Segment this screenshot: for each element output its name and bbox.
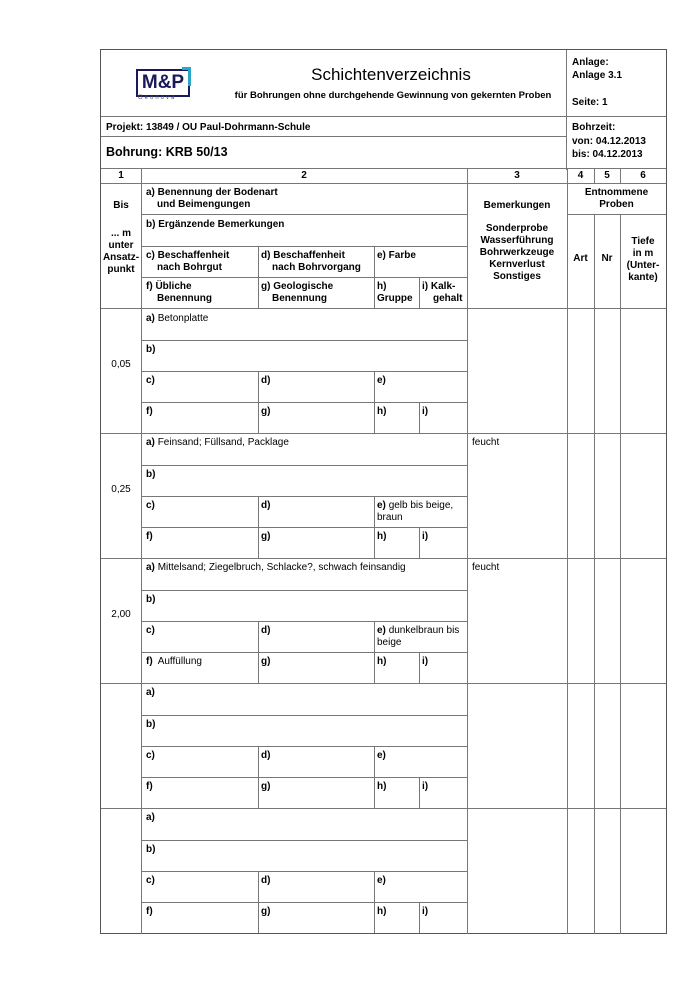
legend-c2: nach Bohrgut [157, 262, 222, 273]
layer-row-f: f) [146, 906, 153, 917]
layer-row-i: i) [422, 656, 429, 667]
layer-row-h: h) [377, 906, 387, 917]
layer-row-h: h) [377, 656, 387, 667]
legend-i2: gehalt [433, 293, 463, 304]
layer-row-i: i) [422, 531, 429, 542]
layer-row-b: b) [146, 719, 156, 730]
legend-f2: Benennung [157, 293, 212, 304]
legend-e: e) Farbe [377, 250, 416, 261]
layer-row-g: g) [261, 656, 271, 667]
col1-unter: unter [108, 240, 134, 251]
layer-remark: feucht [472, 562, 500, 573]
legend-f1: f) Übliche [146, 281, 192, 292]
layer-row-i: i) [422, 906, 429, 917]
layer-row-d: d) [261, 375, 271, 386]
layer-row-e: e) [377, 375, 386, 386]
anlage-value: Anlage 3.1 [572, 70, 623, 81]
legend-i1: i) Kalk- [422, 281, 456, 292]
legend-h1: h) [377, 281, 387, 292]
legend-g1: g) Geologische [261, 281, 334, 292]
layer-row-g: g) [261, 781, 271, 792]
layer-row-a: a) [146, 812, 155, 823]
legend-bemerkungen: Bemerkungen [483, 200, 551, 211]
layer-row-a: a) [146, 687, 155, 698]
layer-row-c: c) [146, 500, 155, 511]
page-title: Schichtenverzeichnis [311, 65, 471, 84]
legend-bem-1: Wasserführung [480, 235, 554, 246]
col-number-2: 2 [301, 170, 307, 181]
layer-row-c: c) [146, 375, 155, 386]
col-number-5: 5 [604, 170, 610, 181]
legend-b: b) Ergänzende Bemerkungen [146, 219, 285, 230]
layer-row-e: e) dunkelbraun bis beige [377, 625, 460, 648]
bohrzeit-label: Bohrzeit: [572, 122, 616, 133]
legend-nr: Nr [601, 253, 613, 264]
logo-accent-icon [182, 67, 191, 86]
legend-c1: c) Beschaffenheit [146, 250, 230, 261]
legend-tiefe-0: Tiefe [631, 236, 655, 247]
layer-row-b: b) [146, 594, 156, 605]
layer-row-a: a) Mittelsand; Ziegelbruch, Schlacke?, schwach feinsandig [146, 562, 406, 573]
legend-bem-0: Sonderprobe [485, 223, 549, 234]
layer-depth: 0,25 [111, 484, 131, 495]
company-logo [136, 67, 192, 105]
layer-row-b: b) [146, 844, 156, 855]
logo-mark: M&P [136, 69, 190, 97]
layer-row-e: e) [377, 875, 386, 886]
layer-depth: 0,05 [111, 359, 131, 370]
layer-remark: feucht [472, 437, 500, 448]
layer-row-h: h) [377, 781, 387, 792]
anlage-label: Anlage: [572, 57, 609, 68]
legend-d1: d) Beschaffenheit [261, 250, 345, 261]
legend-bem-2: Bohrwerkzeuge [479, 247, 555, 258]
legend-a1: a) Benennung der Bodenart [146, 187, 278, 198]
layer-row-i: i) [422, 781, 429, 792]
legend-bem-3: Kernverlust [489, 259, 545, 270]
layer-row-d: d) [261, 500, 271, 511]
layer-row-c: c) [146, 625, 155, 636]
legend-h2: Gruppe [377, 293, 413, 304]
legend-a2: und Beimengungen [157, 199, 251, 210]
col1-m: ... m [110, 228, 131, 239]
layer-row-f: f) Auffüllung [146, 656, 202, 667]
logo-subtitle: Geonova [138, 95, 177, 101]
layer-row-f: f) [146, 531, 153, 542]
layer-row-i: i) [422, 406, 429, 417]
legend-tiefe-3: kante) [628, 272, 658, 283]
col-number-6: 6 [640, 170, 646, 181]
legend-proben-2: Proben [599, 199, 634, 210]
col-number-3: 3 [514, 170, 520, 181]
layer-row-e: e) gelb bis beige, braun [377, 500, 454, 523]
layer-row-a: a) Betonplatte [146, 313, 209, 324]
col-number-4: 4 [577, 170, 584, 181]
col1-ansatz: Ansatz- [102, 252, 140, 263]
date-to: bis: 04.12.2013 [572, 149, 643, 160]
layer-row-c: c) [146, 750, 155, 761]
layer-row-g: g) [261, 531, 271, 542]
col1-bis: Bis [113, 200, 129, 211]
layer-row-g: g) [261, 406, 271, 417]
legend-d2: nach Bohrvorgang [272, 262, 361, 273]
layer-row-d: d) [261, 875, 271, 886]
layer-row-d: d) [261, 750, 271, 761]
borehole-id: Bohrung: KRB 50/13 [106, 145, 228, 159]
layer-row-f: f) [146, 406, 153, 417]
layer-row-c: c) [146, 875, 155, 886]
layer-row-g: g) [261, 906, 271, 917]
layer-row-d: d) [261, 625, 271, 636]
layer-row-a: a) Feinsand; Füllsand, Packlage [146, 437, 289, 448]
page-number: Seite: 1 [572, 97, 608, 108]
layer-row-b: b) [146, 469, 156, 480]
layer-depth: 2,00 [111, 609, 131, 620]
legend-tiefe-1: in m [632, 248, 654, 259]
layer-row-h: h) [377, 406, 387, 417]
project-label: Projekt: 13849 / OU Paul-Dohrmann-Schule [106, 122, 311, 133]
date-from: von: 04.12.2013 [572, 136, 646, 147]
layer-row-b: b) [146, 344, 156, 355]
layer-log-sheet [100, 49, 667, 934]
col-number-1: 1 [118, 170, 124, 181]
layer-row-f: f) [146, 781, 153, 792]
legend-art: Art [573, 253, 588, 264]
col1-punkt: punkt [107, 264, 135, 275]
layer-row-e: e) [377, 750, 386, 761]
legend-bem-4: Sonstiges [493, 271, 541, 282]
layer-row-h: h) [377, 531, 387, 542]
page-subtitle: für Bohrungen ohne durchgehende Gewinnung von gekernten Proben [234, 90, 552, 101]
legend-g2: Benennung [272, 293, 327, 304]
legend-tiefe-2: (Unter- [626, 260, 660, 271]
legend-proben-1: Entnommene [584, 187, 649, 198]
